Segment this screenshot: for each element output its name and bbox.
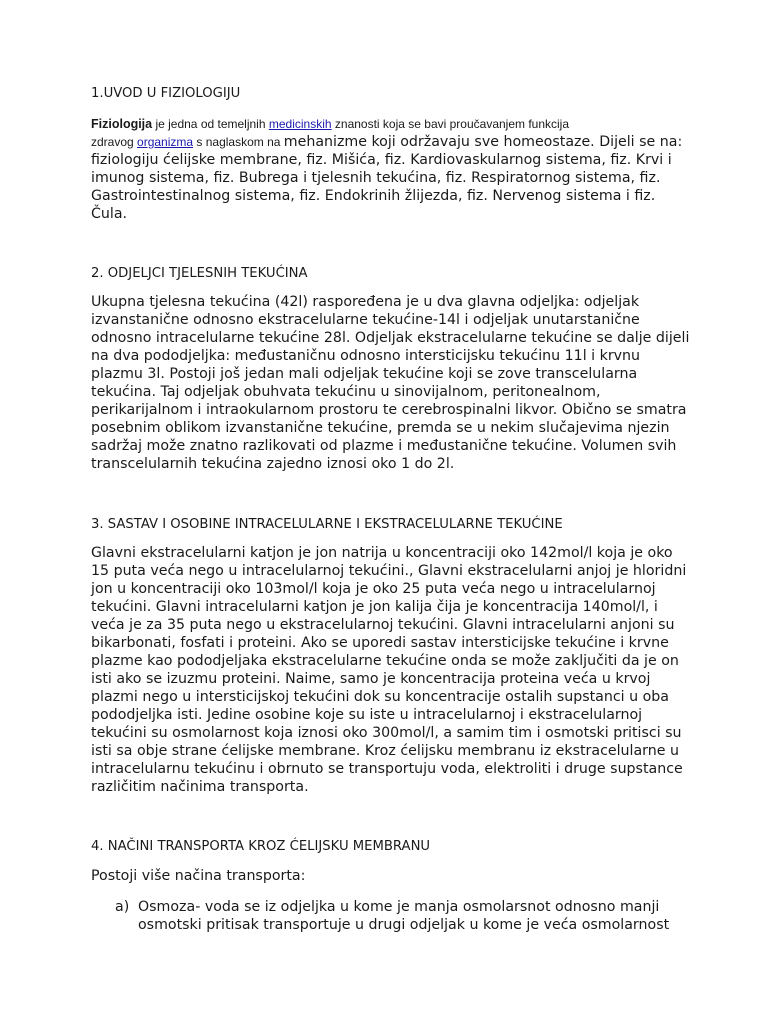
body-text: Ukupna tjelesna tekućina (42l) raspoređena je u dva glavna odjeljka: odjeljak izvanstanične odnosno ekstracelularne tekućine-14l i odjeljak unutarstanične odnosno intracelularne tekućine 28l. Odjeljak ekstracelularne tekućine se dalje dijeli na dva pododjeljka: međustaničnu odnosno intersticijsku tekućinu 11l i krvnu plazmu 3l. Postoji još jedan mali odjeljak tekućine koji se zove transcelularna tekućina. Taj odjeljak obuhvata tekućinu u sinovijalnom, peritonealnom, perikarijalnom i intraokularnom prostoru te cerebrospinalni likvor. Obično se smatra posebnim oblikom izvanstanične tekućine, premda se u nekim slučajevima njezin sadržaj može znatno razlikovati od plazme i međustanične tekućine. Volumen svih transcelularnih tekućina zajedno iznosi oko 1 do 2l. bbox=[91, 294, 690, 472]
paragraph-odjeljci bbox=[91, 293, 691, 473]
body-text: Postoji više načina transporta: bbox=[91, 868, 306, 884]
intro-text: mehanizme koji održavaju sve homeostaze. Dijeli se na: fiziologiju ćelijske membrane, fiz. Mišića, fiz. Kardiovaskularnog sistema, fiz. Krvi i imunog sistema, fiz. Bubrega i tjelesnih tekućina, fiz. Respiratornog sistema, fiz. Gastrointestinalnog sistema, fiz. Endokrinih žlijezda, fiz. Nervenog sistema i fiz. Čula. bbox=[91, 134, 683, 222]
list-item-text: Osmoza- voda se iz odjeljka u kome je manja osmolarsnot odnosno manji osmotski pritisak transportuje u drugi odjeljak u kome je veća osmolarnost bbox=[138, 899, 670, 933]
paragraph-intro bbox=[91, 115, 691, 223]
intro-text: zdravog bbox=[91, 135, 138, 149]
intro-term: Fiziologija bbox=[91, 117, 153, 131]
link-organizma[interactable]: organizma bbox=[137, 135, 194, 149]
intro-line-2 bbox=[91, 133, 691, 223]
intro-text: znanosti koja se bavi proučavanjem funkcija bbox=[331, 117, 570, 131]
paragraph-sastav bbox=[91, 544, 691, 796]
heading-odjeljci: 2. ODJELJCI TJELESNIH TEKUĆINA bbox=[91, 266, 308, 281]
body-text: Glavni ekstracelularni katjon je jon natrija u koncentraciji oko 142mol/l koja je oko 15 puta veća nego u intracelularnoj tekućini., Glavni ekstracelularni anjoj je hloridni jon u koncentraciji oko 103mol/l koja je oko 25 puta veća nego u intracelularnoj tekućini. Glavni intracelularni katjon je jon kalija čija je koncentracija 140mol/l, i veća je za 35 puta nego u ekstracelularnoj tekućini. Glavni intracelularni anjoni su bikarbonati, fosfati i proteini. Ako se uporedi sastav intersticijske tekućine i krvne plazme kao pododjeljaka ekstracelularne tekućine onda se može zaključiti da je on isti ako se izuzmu proteini. Naime, samo je koncentracija proteina veća u krvoj plazmi nego u intersticijskoj tekućini dok su koncentracije ostalih supstanci u oba pododjeljka isti. Jedine osobine koje su iste u intracelularnoj i ekstracelularnoj tekućini su osmolarnost koja iznosi oko 300mol/l, a samim tim i osmotski pritisci su isti sa obje strane ćelijske membrane. Kroz ćelijsku membranu iz ekstracelularne u intracelularnu tekućinu i obrnuto se transportuju voda, elektroliti i druge supstance različitim načinima transporta. bbox=[91, 545, 687, 795]
heading-nacini: 4. NAČINI TRANSPORTA KROZ ĆELIJSKU MEMBRANU bbox=[91, 839, 431, 854]
list-marker: a) bbox=[115, 899, 130, 915]
intro-text: s naglaskom na bbox=[193, 135, 284, 149]
heading-sastav: 3. SASTAV I OSOBINE INTRACELULARNE I EKSTRACELULARNE TEKUĆINE bbox=[91, 517, 563, 532]
link-medicinskih[interactable]: medicinskih bbox=[268, 117, 332, 131]
intro-line-1 bbox=[91, 115, 691, 133]
heading-uvod: 1.UVOD U FIZIOLOGIJU bbox=[91, 86, 241, 101]
intro-text: je jedna od temeljnih bbox=[152, 117, 269, 131]
paragraph-nacini bbox=[91, 867, 691, 885]
